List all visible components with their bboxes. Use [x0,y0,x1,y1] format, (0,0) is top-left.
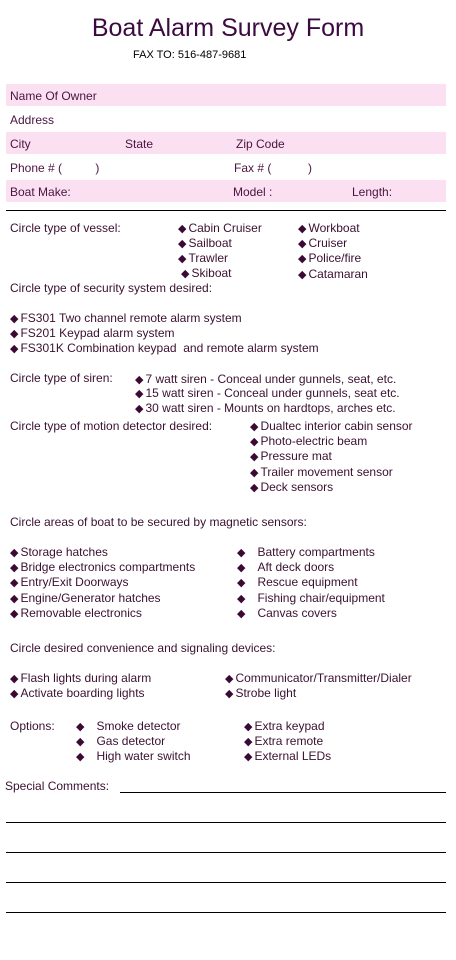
vessel-option[interactable]: ◆ Workboat [298,221,360,235]
diamond-icon: ◆ [298,238,307,250]
comments-line[interactable] [6,852,446,853]
diamond-icon: ◆ [135,403,144,415]
motion-option[interactable]: ◆ Dualtec interior cabin sensor [250,419,413,433]
option-item[interactable]: ◆ Gas detector [76,734,166,748]
convenience-option[interactable]: ◆ Activate boarding lights [10,686,145,700]
city-label: City [10,137,31,151]
diamond-icon: ◆ [250,451,259,463]
diamond-icon: ◆ [250,436,259,448]
diamond-icon: ◆ [237,593,246,605]
diamond-icon: ◆ [244,721,253,733]
magnetic-option[interactable]: ◆ Battery compartments [237,545,375,559]
vessel-option[interactable]: ◆ Skiboat [181,266,232,280]
vessel-option[interactable]: ◆ Catamaran [298,267,368,281]
diamond-icon: ◆ [225,688,234,700]
address-label: Address [10,113,55,127]
diamond-icon: ◆ [244,751,253,763]
magnetic-option[interactable]: ◆ Storage hatches [10,545,108,559]
security-option[interactable]: ◆ FS201 Keypad alarm system [10,326,175,340]
diamond-icon: ◆ [237,547,246,559]
diamond-icon: ◆ [76,736,85,748]
motion-option[interactable]: ◆ Photo-electric beam [250,434,368,448]
siren-option[interactable]: ◆ 7 watt siren - Conceal under gunnels, seat, etc. [135,372,397,386]
diamond-icon: ◆ [250,482,259,494]
diamond-icon: ◆ [250,467,259,479]
diamond-icon: ◆ [10,547,19,559]
length-label: Length: [352,185,393,199]
vessel-option[interactable]: ◆ Police/fire [298,251,362,265]
diamond-icon: ◆ [237,608,246,620]
vessel-option[interactable]: ◆ Sailboat [178,236,232,250]
convenience-label: Circle desired convenience and signaling devices: [10,641,276,655]
convenience-option[interactable]: ◆ Communicator/Transmitter/Dialer [225,671,412,685]
magnetic-option[interactable]: ◆ Removable electronics [10,606,142,620]
diamond-icon: ◆ [250,421,259,433]
city-band[interactable] [6,132,446,154]
comments-line[interactable] [6,882,446,883]
name-owner-label: Name Of Owner [10,89,97,103]
option-item[interactable]: ◆ High water switch [76,749,191,763]
motion-option[interactable]: ◆ Trailer movement sensor [250,465,393,479]
diamond-icon: ◆ [178,253,187,265]
diamond-icon: ◆ [10,593,19,605]
option-item[interactable]: ◆ Extra remote [244,734,324,748]
diamond-icon: ◆ [178,223,187,235]
magnetic-option[interactable]: ◆ Canvas covers [237,606,337,620]
security-option[interactable]: ◆ FS301K Combination keypad and remote alarm system [10,341,319,355]
comments-label: Special Comments: [5,779,110,793]
diamond-icon: ◆ [135,374,144,386]
fax-label: Fax # ( ) [234,161,313,175]
magnetic-option[interactable]: ◆ Fishing chair/equipment [237,591,385,605]
zip-label: Zip Code [236,137,285,151]
magnetic-option[interactable]: ◆ Entry/Exit Doorways [10,575,129,589]
convenience-option[interactable]: ◆ Strobe light [225,686,297,700]
diamond-icon: ◆ [10,343,19,355]
vessel-option[interactable]: ◆ Cruiser [298,236,348,250]
diamond-icon: ◆ [10,313,19,325]
boat-make-label: Boat Make: [10,185,71,199]
diamond-icon: ◆ [10,608,19,620]
divider [6,210,446,211]
vessel-option[interactable]: ◆ Trawler [178,251,229,265]
magnetic-option[interactable]: ◆ Bridge electronics compartments [10,560,196,574]
security-option[interactable]: ◆ FS301 Two channel remote alarm system [10,311,242,325]
model-label: Model : [233,185,273,199]
diamond-icon: ◆ [10,577,19,589]
magnetic-option[interactable]: ◆ Engine/Generator hatches [10,591,161,605]
diamond-icon: ◆ [298,223,307,235]
security-label: Circle type of security system desired: [10,281,213,295]
diamond-icon: ◆ [178,238,187,250]
diamond-icon: ◆ [10,673,19,685]
option-item[interactable]: ◆ External LEDs [244,749,332,763]
motion-option[interactable]: ◆ Deck sensors [250,480,334,494]
comments-line[interactable] [6,912,446,913]
diamond-icon: ◆ [225,673,234,685]
diamond-icon: ◆ [76,721,85,733]
diamond-icon: ◆ [181,268,190,280]
options-label: Options: [10,719,55,733]
siren-option[interactable]: ◆ 30 watt siren - Mounts on hardtops, arches etc. [135,401,396,415]
diamond-icon: ◆ [76,751,85,763]
option-item[interactable]: ◆ Smoke detector [76,719,181,733]
siren-label: Circle type of siren: [10,371,113,385]
magnetic-label: Circle areas of boat to be secured by magnetic sensors: [10,515,307,529]
comments-line[interactable] [120,792,446,793]
fax-number: FAX TO: 516-487-9681 [133,49,247,61]
motion-option[interactable]: ◆ Pressure mat [250,449,332,463]
diamond-icon: ◆ [298,269,307,281]
form-title: Boat Alarm Survey Form [91,14,365,42]
state-label: State [125,137,154,151]
magnetic-option[interactable]: ◆ Aft deck doors [237,560,335,574]
diamond-icon: ◆ [135,388,144,400]
motion-label: Circle type of motion detector desired: [10,419,213,433]
vessel-option[interactable]: ◆ Cabin Cruiser [178,221,262,235]
siren-option[interactable]: ◆ 15 watt siren - Conceal under gunnels, seat etc. [135,386,400,400]
option-item[interactable]: ◆ Extra keypad [244,719,325,733]
comments-line[interactable] [6,822,446,823]
diamond-icon: ◆ [10,328,19,340]
magnetic-option[interactable]: ◆ Rescue equipment [237,575,358,589]
diamond-icon: ◆ [10,562,19,574]
phone-label: Phone # ( ) [10,161,100,175]
diamond-icon: ◆ [298,253,307,265]
vessel-label: Circle type of vessel: [10,221,121,235]
diamond-icon: ◆ [10,688,19,700]
diamond-icon: ◆ [244,736,253,748]
diamond-icon: ◆ [237,577,246,589]
convenience-option[interactable]: ◆ Flash lights during alarm [10,671,152,685]
diamond-icon: ◆ [237,562,246,574]
